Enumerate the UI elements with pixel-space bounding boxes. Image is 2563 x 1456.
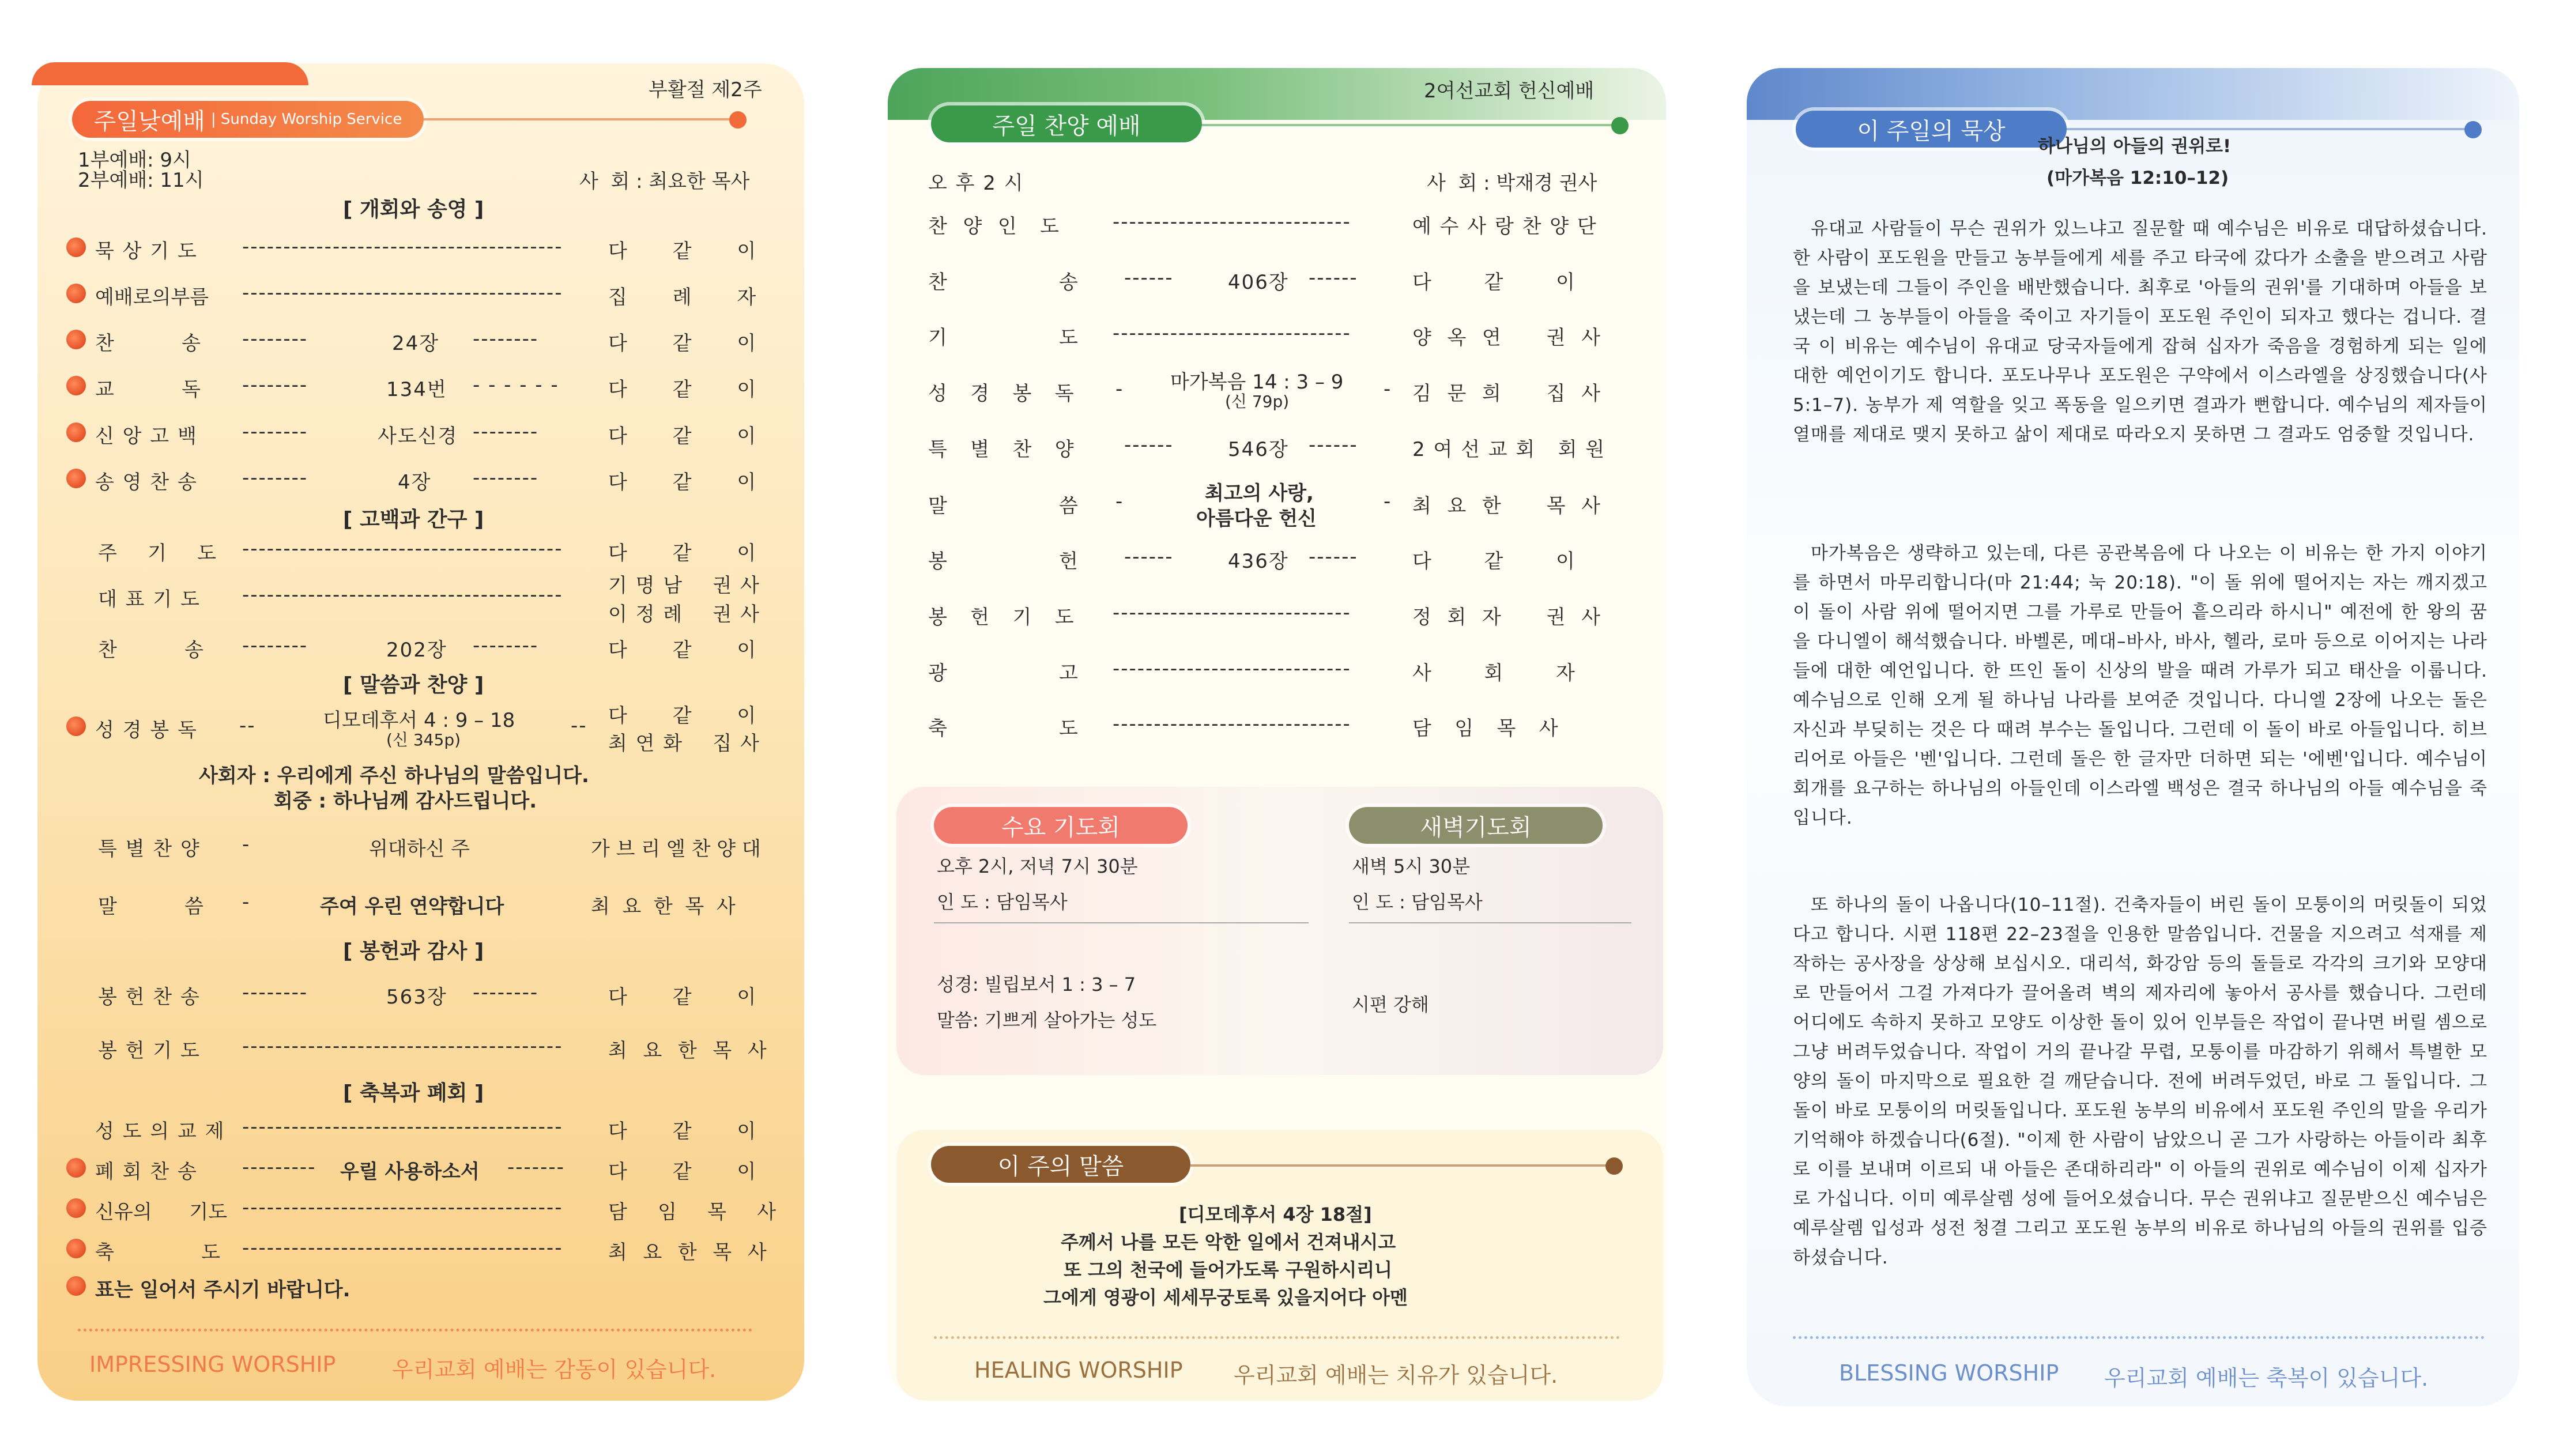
header-rule	[2067, 128, 2470, 130]
row-label: 찬 양 인 도	[928, 215, 1061, 238]
header-subtitle: | Sunday Worship Service	[210, 111, 402, 128]
row-label: 찬 송	[928, 271, 1079, 294]
right-footer-rule	[1793, 1336, 2485, 1339]
row-label: 찬 송	[98, 639, 205, 662]
word-line-1: 주께서 나를 모든 악한 일에서 건져내시고	[1061, 1231, 1396, 1253]
row-leader: ---------------------------------------	[242, 235, 563, 258]
row-leader: ---------------------------------------	[242, 1035, 563, 1058]
row-mid: 134번	[386, 378, 447, 401]
row-label: 묵 상 기 도	[95, 240, 198, 263]
row-leader: --------	[473, 466, 539, 489]
row-right: 집 례 자	[608, 286, 757, 309]
row-label: 축 도	[95, 1241, 220, 1264]
row-leader: -----------------------------	[1113, 712, 1351, 735]
row-label: 기 도	[928, 326, 1079, 349]
row-leader: --------	[473, 327, 539, 350]
row-mid: 436장	[1228, 550, 1289, 573]
wed-rule	[934, 922, 1309, 923]
section-opening: [ 개회와 송영 ]	[343, 198, 484, 221]
stand-icon	[66, 237, 86, 257]
call-presider: 사회자 : 우리에게 주신 하나님의 말씀입니다.	[199, 764, 589, 787]
wed-text: 성경: 빌립보서 1 : 3 – 7	[937, 974, 1136, 995]
row-leader: ---------	[242, 1156, 316, 1179]
wednesday-prayer-header: 수요 기도회	[934, 807, 1188, 844]
dawn-leader: 인 도 : 담임목사	[1352, 891, 1483, 913]
stand-icon	[66, 1158, 86, 1178]
row-right: 담 임 목 사	[1412, 717, 1559, 740]
row-right: 다 같 이	[608, 1120, 757, 1143]
wed-message: 말씀: 기쁘게 살아가는 성도	[937, 1009, 1157, 1031]
row-mid: 563장	[386, 986, 447, 1009]
row-leader: ---------------------------------------	[242, 583, 563, 606]
row-label: 성 경 봉 독	[928, 382, 1075, 405]
header-dot	[1611, 117, 1629, 134]
stand-icon	[66, 423, 86, 442]
row-mid: 우릴 사용하소서	[340, 1160, 480, 1183]
row-label: 말 씀	[928, 495, 1079, 518]
row-label: 신유의 기도	[95, 1201, 228, 1224]
row-leader: --------	[242, 374, 308, 397]
row-right: 다 같 이	[608, 542, 757, 565]
row-right: 최 요 한 목 사	[1412, 495, 1601, 518]
row-right: 최 요 한 목 사	[608, 1039, 768, 1062]
row-leader: ---------------------------------------	[242, 1196, 563, 1219]
row-right: 사 회 자	[1412, 662, 1576, 685]
row-label: 봉 헌 찬 송	[98, 986, 201, 1009]
wed-leader: 인 도 : 담임목사	[937, 891, 1068, 913]
dawn-time: 새벽 5시 30분	[1352, 855, 1471, 877]
row-leader: ---------------------------------------	[242, 281, 563, 304]
stand-icon	[66, 376, 86, 395]
row-right: 다 같 이	[1412, 271, 1576, 294]
row-leader: -	[1384, 378, 1392, 401]
left-footer-en: IMPRESSING WORSHIP	[89, 1352, 336, 1377]
row-leader: ------	[1124, 545, 1174, 568]
header-rule	[1202, 124, 1617, 126]
row-leader: --------	[242, 420, 308, 443]
word-of-week-header: 이 주의 말씀	[931, 1146, 1190, 1183]
row-leader: --	[571, 714, 587, 737]
dawn-rule	[1349, 922, 1631, 923]
row-right: 2 여 선 교 회 회 원	[1412, 438, 1606, 461]
stand-icon	[66, 330, 86, 349]
row-label: 교 독	[95, 378, 202, 401]
stand-icon	[66, 1239, 86, 1258]
row-mid: 디모데후서 4 : 9 – 18	[323, 709, 515, 732]
row-right: 다 같 이	[608, 332, 757, 355]
praise-worship-header: 주일 찬양 예배	[931, 105, 1202, 142]
service-time-1: 1부예배: 9시	[78, 149, 191, 172]
row-right: 다 같 이	[608, 639, 757, 662]
stand-icon	[66, 284, 86, 303]
row-leader: -	[1115, 490, 1124, 513]
row-leader: -	[242, 833, 251, 856]
row-right: 정 회 자 권 사	[1412, 606, 1601, 629]
left-season: 부활절 제2주	[649, 78, 762, 101]
row-label: 말 씀	[98, 895, 205, 918]
row-mid: 사도신경	[378, 425, 458, 448]
row-leader: -----------------------------	[1113, 601, 1351, 624]
stand-icon	[66, 1198, 86, 1218]
row-right: 다 같 이	[1412, 550, 1576, 573]
row-mid: 24장	[392, 332, 440, 355]
row-right: 다 같 이	[608, 704, 757, 727]
stand-icon	[66, 1276, 86, 1296]
row-mid-sub: 아름다운 헌신	[1196, 507, 1317, 530]
row-leader: --------	[242, 327, 308, 350]
middle-footer-ko: 우리교회 예배는 치유가 있습니다.	[1234, 1363, 1558, 1388]
word-line-2: 또 그의 천국에 들어가도록 구원하시리니	[1064, 1259, 1393, 1281]
header-rule	[424, 118, 735, 120]
row-leader: -	[242, 891, 251, 914]
service-time: 오 후 2 시	[928, 172, 1024, 195]
row-leader: --------	[242, 634, 308, 657]
header-title: 주일낮예배	[93, 108, 205, 135]
right-footer-ko: 우리교회 예배는 축복이 있습니다.	[2104, 1366, 2429, 1391]
row-right: 양 옥 연 권 사	[1412, 326, 1601, 349]
section-offering: [ 봉헌과 감사 ]	[343, 940, 484, 963]
row-leader: -----------------------------	[1113, 657, 1351, 680]
row-right: 최 연 화 집 사	[608, 732, 760, 755]
meditation-header: 이 주일의 묵상	[1796, 111, 2067, 148]
row-label: 송 영 찬 송	[95, 471, 198, 494]
row-label: 광 고	[928, 662, 1079, 685]
header-rule	[1190, 1164, 1611, 1167]
row-label: 신 앙 고 백	[95, 425, 198, 448]
left-tab-decoration	[32, 62, 308, 85]
row-leader: ------	[1309, 433, 1358, 457]
row-label: 특 별 찬 양	[98, 838, 201, 861]
row-mid: 마가복음 14 : 3 – 9	[1170, 371, 1344, 394]
row-mid-sub: (신 79p)	[1225, 392, 1290, 411]
row-label: 대 표 기 도	[98, 588, 201, 611]
row-leader: -----------------------------	[1113, 210, 1351, 233]
row-right: 최 요 한 목 사	[591, 895, 736, 918]
row-right: 예 수 사 랑 찬 양 단	[1412, 215, 1597, 238]
meditation-title: 하나님의 아들의 권위로!	[2038, 136, 2232, 157]
row-right: 다 같 이	[608, 378, 757, 401]
row-right: 다 같 이	[608, 1160, 757, 1183]
stand-icon	[66, 469, 86, 488]
row-label: 폐 회 찬 송	[95, 1160, 198, 1183]
row-leader: --------	[473, 634, 539, 657]
row-label: 성 경 봉 독	[95, 719, 198, 742]
row-right: 이 정 례 권 사	[608, 603, 760, 626]
row-right: 최 요 한 목 사	[608, 1241, 768, 1264]
right-footer-en: BLESSING WORSHIP	[1839, 1360, 2059, 1386]
row-right: 기 명 남 권 사	[608, 574, 760, 597]
presider: 사 회 : 박재경 권사	[1427, 172, 1597, 195]
row-right: 다 같 이	[608, 240, 757, 263]
row-leader: -	[1115, 378, 1124, 401]
header-dot	[2464, 121, 2482, 138]
row-right: 다 같 이	[608, 471, 757, 494]
service-time-2: 2부예배: 11시	[78, 169, 204, 192]
meditation-paragraph-2: 마가복음은 생략하고 있는데, 다른 공관복음에 다 나오는 이 비유는 한 가지 이야기를 하면서 마무리합니다(마 21:44; 눅 20:18). "이 돌 위에 떨어지는 자는 깨지겠고 이 돌이 사람 위에 떨어지면 그를 가루로 만들어 흩으리라 하시니" 예전에 한 왕의 꿈을 다니엘이 해석했습니다. 바벨론, 메대–바사, 바사, 헬라, 로마 등으로 이어지는 나라들에 대한 예언입니다. 한 뜨인 돌이 신상의 발을 때려 가루가 되고 태산을 이룹니다. 예수님으로 인해 오게 될 하나님 나라를 보여준 것입니다. 다니엘 2장에 나오는 돌은 자신과 부딪히는 것은 다 때려 부수는 돌입니다. 그런데 이 돌이 바로 아들입니다. 히브리어로 아들은 '벤'입니다. 그런데 돌은 한 글자만 더하면 되는 '에벤'입니다. 예수님이 회개를 요구하는 하나님의 아들인데 이스라엘 백성은 결국 하나님의 아들 예수님을 죽입니다.	[1793, 543, 2487, 828]
row-right: 가 브 리 엘 찬 양 대	[591, 838, 761, 861]
row-leader: ---------------------------------------	[242, 537, 563, 560]
row-label: 예배로의부름	[95, 286, 209, 309]
row-leader: ------	[1309, 266, 1358, 289]
row-leader: -------	[507, 1156, 565, 1179]
middle-top-title: 2여선교회 헌신예배	[1424, 80, 1595, 103]
row-leader: --------	[473, 981, 539, 1004]
row-mid: 최고의 사랑,	[1205, 482, 1314, 505]
row-leader: --	[239, 714, 256, 737]
row-leader: -	[1384, 490, 1392, 513]
row-leader: -----------------------------	[1113, 322, 1351, 345]
middle-footer-en: HEALING WORSHIP	[974, 1357, 1183, 1383]
middle-footer-rule	[934, 1336, 1620, 1339]
row-leader: --------	[473, 420, 539, 443]
row-leader: --------	[242, 466, 308, 489]
row-mid: 546장	[1228, 438, 1289, 461]
row-mid: 위대하신 주	[369, 838, 470, 861]
row-leader: --------	[242, 981, 308, 1004]
row-label: 봉 헌 기 도	[98, 1039, 201, 1062]
row-leader: ------	[1124, 433, 1174, 457]
left-footer-rule	[78, 1329, 752, 1331]
row-label: 봉 헌	[928, 550, 1079, 573]
dawn-prayer-header: 새벽기도회	[1349, 807, 1603, 844]
row-leader: ------	[1124, 266, 1174, 289]
word-line-3: 그에게 영광이 세세무궁토록 있을지어다 아멘	[1043, 1287, 1408, 1308]
row-mid: 202장	[386, 639, 447, 662]
row-label: 특 별 찬 양	[928, 438, 1075, 461]
row-right: 다 같 이	[608, 425, 757, 448]
row-leader: ---------------------------------------	[242, 1115, 563, 1138]
call-congregation: 회중 : 하나님께 감사드립니다.	[274, 790, 537, 813]
section-word: [ 말씀과 찬양 ]	[343, 673, 484, 697]
header-dot	[1605, 1157, 1623, 1175]
row-label: 성 도 의 교 제	[95, 1120, 225, 1143]
row-mid-sub: (신 345p)	[386, 730, 461, 749]
row-leader: - - - - - -	[473, 374, 559, 397]
sunday-worship-header	[72, 101, 424, 138]
row-label: 봉 헌 기 도	[928, 606, 1075, 629]
row-leader: ---------------------------------------	[242, 1236, 563, 1259]
row-label: 주 기 도	[98, 542, 217, 565]
left-footer-ko: 우리교회 예배는 감동이 있습니다.	[392, 1357, 717, 1382]
row-right: 김 문 희 집 사	[1412, 382, 1601, 405]
row-label: 찬 송	[95, 332, 202, 355]
meditation-reference: (마가복음 12:10–12)	[2046, 168, 2229, 188]
stand-icon	[66, 716, 86, 736]
meditation-paragraph-1: 유대교 사람들이 무슨 권위가 있느냐고 질문할 때 예수님은 비유로 대답하셨습니다. 한 사람이 포도원을 만들고 농부들에게 세를 주고 타국에 갔다가 소출을 받으려고 사람을 보냈는데 그들이 주인을 배반했습니다. 최후로 '아들의 권위'를 기대하며 아들을 보냈는데 그 농부들이 아들을 죽이고 자기들이 포도원 주인이 되자고 했다는 겁니다. 결국 이 비유는 예수님이 유대교 당국자들에게 잡혀 십자가 죽음을 경험하게 되는 일에 대한 예언이기도 합니다. 포도나무나 포도원은 구약에서 이스라엘을 상징했습니다(사 5:1–7). 농부가 제 역할을 잊고 폭동을 일으키면 결과가 뻔합니다. 예수님의 제자들이 열매를 제대로 맺지 못하고 삶이 제대로 따라오지 못하면 그 결과도 엄중할 것입니다.	[1793, 218, 2487, 445]
row-mid: 4장	[398, 471, 432, 494]
row-leader: ------	[1309, 545, 1358, 568]
dawn-text: 시편 강해	[1352, 994, 1429, 1016]
presider: 사 회 : 최요한 목사	[579, 170, 750, 193]
word-reference: [디모데후서 4장 18절]	[1179, 1204, 1372, 1225]
meditation-paragraph-3: 또 하나의 돌이 나옵니다(10–11절). 건축자들이 버린 돌이 모퉁이의 머릿돌이 되었다고 합니다. 시편 118편 22–23절을 인용한 말씀입니다. 건물을 지으려고 석재를 제작하는 공사장을 상상해 보십시오. 대리석, 화강암 등의 돌들로 각각의 크기와 모양대로 만들어서 그걸 가져다가 끌어올려 벽의 제자리에 놓아서 공사를 했습니다. 그런데 어디에도 속하지 못하고 모양도 이상한 돌이 있어 인부들은 작업이 끝나면 버릴 셈으로 그냥 버려두었습니다. 작업이 거의 끝나갈 무렵, 모퉁이를 마감하기 위해서 특별한 모양의 돌이 마지막으로 필요한 걸 깨닫습니다. 전에 버려두었던, 바로 그 돌입니다. 그 돌이 바로 모퉁이의 머릿돌입니다. 포도원 농부의 비유에서 포도원 주인의 말을 우리가 기억해야 하겠습니다(6절). "이제 한 사람이 남았으니 곧 그가 사랑하는 아들이라 최후로 이를 보내며 이르되 내 아들은 존대하리라" 이 아들의 권위로 예수님이 이제 십자가로 가십니다. 이미 예루살렘 성에 들어오셨습니다. 무슨 권위냐고 질문받으신 예수님은 예루살렘 입성과 성전 청결 그리고 포도원 농부의 비유로 하나님의 아들의 권위를 입증하셨습니다.	[1793, 895, 2487, 1268]
header-dot	[729, 111, 747, 129]
row-right: 담 임 목 사	[608, 1201, 778, 1224]
row-label: 축 도	[928, 717, 1079, 740]
row-right: 다 같 이	[608, 986, 757, 1009]
row-mid: 주여 우린 연약합니다	[320, 895, 504, 918]
section-blessing: [ 축복과 폐회 ]	[343, 1081, 484, 1105]
row-mid: 406장	[1228, 271, 1289, 294]
stand-note: 표는 일어서 주시기 바랍니다.	[95, 1278, 350, 1302]
section-confession: [ 고백과 간구 ]	[343, 508, 484, 531]
wed-time: 오후 2시, 저녁 7시 30분	[937, 855, 1138, 877]
